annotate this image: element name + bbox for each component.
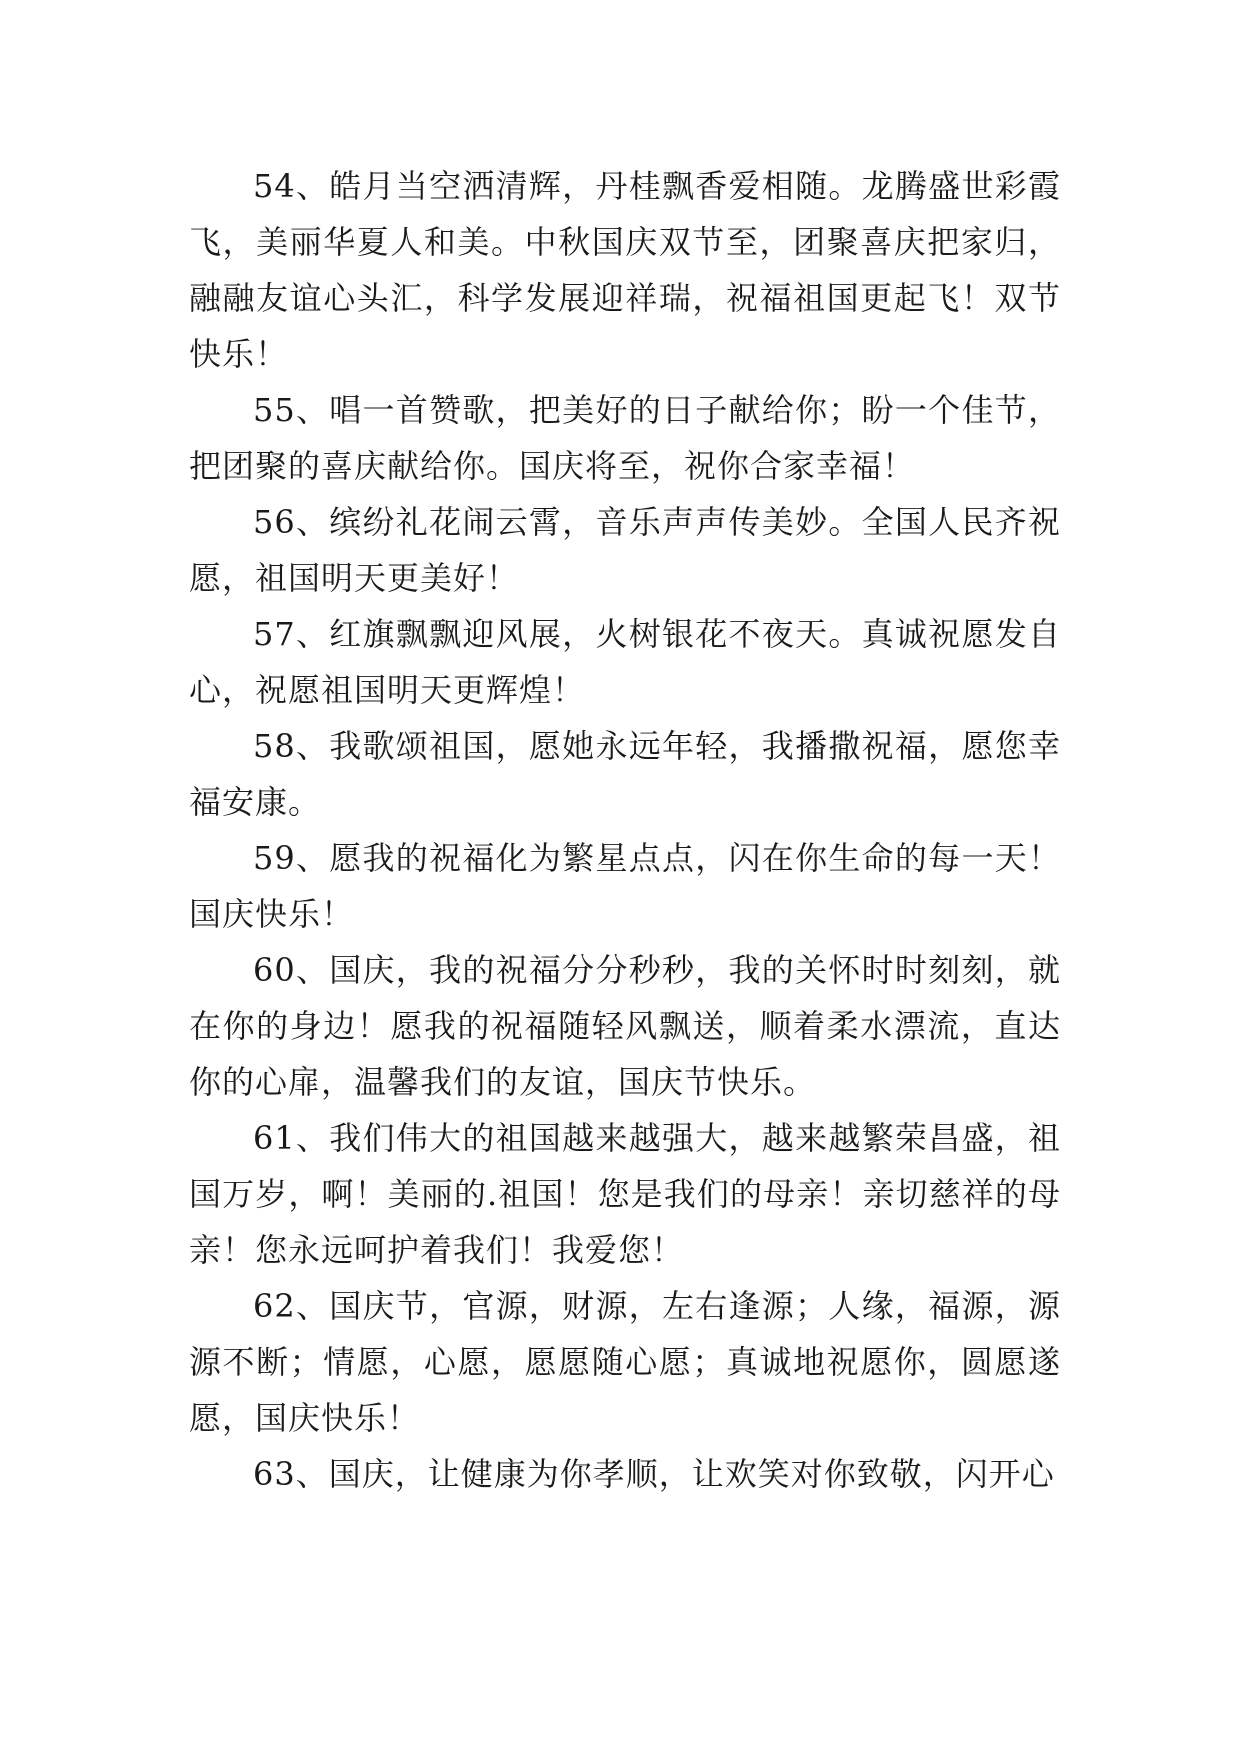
- paragraph-56: 56、缤纷礼花闹云霄，音乐声声传美妙。全国人民齐祝愿，祖国明天更美好！: [189, 503, 1061, 597]
- paragraph-57: 57、红旗飘飘迎风展，火树银花不夜天。真诚祝愿发自心，祝愿祖国明天更辉煌！: [189, 615, 1061, 709]
- paragraph-63: 63、国庆，让健康为你孝顺，让欢笑对你致敬，闪开心: [253, 1455, 1055, 1493]
- paragraph-60: 60、国庆，我的祝福分分秒秒，我的关怀时时刻刻，就在你的身边！愿我的祝福随轻风飘送，顺着柔水漂流，直达你的心扉，温馨我们的友谊，国庆节快乐。: [189, 951, 1061, 1101]
- paragraph-55: 55、唱一首赞歌，把美好的日子献给你；盼一个佳节，把团聚的喜庆献给你。国庆将至，祝你合家幸福！: [189, 391, 1061, 485]
- paragraph-58: 58、我歌颂祖国，愿她永远年轻，我播撒祝福，愿您幸福安康。: [189, 727, 1061, 821]
- paragraph-54: 54、皓月当空洒清辉，丹桂飘香爱相随。龙腾盛世彩霞飞，美丽华夏人和美。中秋国庆双节至，团聚喜庆把家归，融融友谊心头汇，科学发展迎祥瑞，祝福祖国更起飞！双节快乐！: [189, 167, 1061, 373]
- paragraph-62: 62、国庆节，官源，财源，左右逢源；人缘，福源，源源不断；情愿，心愿，愿愿随心愿；真诚地祝愿你，圆愿遂愿，国庆快乐！: [189, 1287, 1061, 1437]
- paragraph-61: 61、我们伟大的祖国越来越强大，越来越繁荣昌盛，祖国万岁，啊！美丽的.祖国！您是我们的母亲！亲切慈祥的母亲！您永远呵护着我们！我爱您！: [189, 1119, 1061, 1269]
- document-body: [189, 158, 1061, 1502]
- paragraph-59: 59、愿我的祝福化为繁星点点，闪在你生命的每一天！国庆快乐！: [189, 839, 1061, 933]
